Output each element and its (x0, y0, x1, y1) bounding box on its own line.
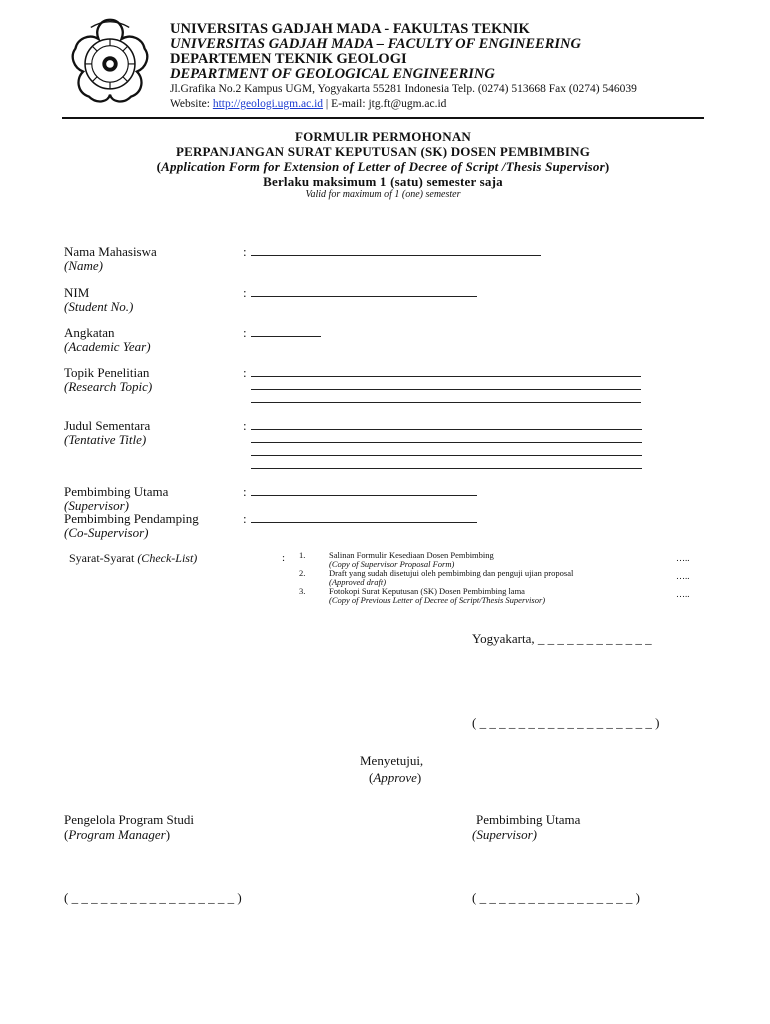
cosupervisor-label: Pembimbing Pendamping (Co-Supervisor) (64, 511, 199, 540)
nim-line[interactable] (251, 296, 477, 297)
title-line-2[interactable] (251, 442, 642, 443)
approve-label: Menyetujui, (360, 753, 424, 768)
supervisor-colon: : (243, 484, 247, 499)
applicant-signature[interactable]: ( _ _ _ _ _ _ _ _ _ _ _ _ _ _ _ _ _ _ ) (472, 715, 660, 730)
ugm-logo (62, 14, 158, 110)
title-line3: (Application Form for Extension of Letter of Decree of Script /Thesis Supervisor) (156, 159, 610, 174)
checklist-item-3: Fotokopi Surat Keputusan (SK) Dosen Pembimbing lama (Copy of Previous Letter of Decree of Script/Thesis Supervisor) (329, 586, 546, 605)
supervisor-signature[interactable]: ( _ _ _ _ _ _ _ _ _ _ _ _ _ _ _ _ ) (472, 890, 640, 905)
cosupervisor-line[interactable] (251, 522, 477, 523)
checklist-check-2[interactable]: ….. (676, 571, 690, 581)
nim-label: NIM (Student No.) (64, 285, 134, 314)
checklist-label: Syarat-Syarat (Check-List) (69, 551, 198, 565)
header-divider (62, 117, 704, 119)
angkatan-colon: : (243, 325, 247, 340)
title-line-3[interactable] (251, 455, 642, 456)
header-contact (170, 97, 637, 112)
checklist-num-2: 2. (299, 568, 306, 578)
checklist-check-1[interactable]: ….. (676, 553, 690, 563)
header-address: Jl.Grafika No.2 Kampus UGM, Yogyakarta 55281 Indonesia Telp. (0274) 513668 Fax (0274) 546039 (170, 83, 637, 95)
email-text: | E-mail: jtg.ft@ugm.ac.id (323, 98, 447, 110)
checklist-num-1: 1. (299, 550, 306, 560)
nim-colon: : (243, 285, 247, 300)
checklist-check-3[interactable]: ….. (676, 589, 690, 599)
topic-label: Topik Penelitian (Research Topic) (64, 365, 153, 394)
program-manager-en: (Program Manager) (64, 827, 171, 842)
checklist-colon: : (282, 552, 286, 564)
angkatan-line[interactable] (251, 336, 321, 337)
letterhead (170, 22, 637, 112)
supervisor-label: Pembimbing Utama (Supervisor) (64, 484, 169, 513)
website-link[interactable]: http://geologi.ugm.ac.id (212, 98, 324, 110)
header-line1: UNIVERSITAS GADJAH MADA - FAKULTAS TEKNIK (170, 21, 530, 37)
title-colon: : (243, 418, 247, 433)
topic-line-2[interactable] (251, 389, 641, 390)
title-line-4[interactable] (251, 468, 642, 469)
title-line2: PERPANJANGAN SURAT KEPUTUSAN (SK) DOSEN PEMBIMBING (175, 144, 591, 159)
title-line4: Berlaku maksimum 1 (satu) semester saja (263, 174, 503, 189)
header-line2: UNIVERSITAS GADJAH MADA – FACULTY OF ENGINEERING (170, 36, 581, 52)
checklist-num-3: 3. (299, 586, 306, 596)
checklist-item-1: Salinan Formulir Kesediaan Dosen Pembimbing (Copy of Supervisor Proposal Form) (329, 550, 494, 569)
title-line5: Valid for maximum of 1 (one) semester (305, 189, 461, 200)
topic-colon: : (243, 365, 247, 380)
cosupervisor-colon: : (243, 511, 247, 526)
name-label: Nama Mahasiswa (Name) (64, 244, 157, 273)
topic-line-1[interactable] (251, 376, 641, 377)
approve-en: (Approve) (369, 770, 422, 785)
supervisor-line[interactable] (251, 495, 477, 496)
topic-line-3[interactable] (251, 402, 641, 403)
form-title (62, 129, 704, 201)
checklist-item-2: Draft yang sudah disetujui oleh pembimbing dan penguji ujian proposal (Approved draft) (329, 568, 574, 587)
program-manager-signature[interactable]: ( _ _ _ _ _ _ _ _ _ _ _ _ _ _ _ _ _ ) (64, 890, 242, 905)
title-line1: FORMULIR PERMOHONAN (294, 129, 472, 144)
header-line4: DEPARTMENT OF GEOLOGICAL ENGINEERING (170, 66, 495, 82)
main-supervisor-en: (Supervisor) (472, 827, 537, 842)
angkatan-label: Angkatan (Academic Year) (64, 325, 151, 354)
place-date: Yogyakarta, _ _ _ _ _ _ _ _ _ _ _ _ (472, 631, 652, 646)
name-colon: : (243, 244, 247, 259)
title-line-1[interactable] (251, 429, 642, 430)
title-field-label: Judul Sementara (Tentative Title) (64, 418, 151, 447)
main-supervisor-label: Pembimbing Utama (476, 812, 581, 827)
website-label: Website: (170, 98, 213, 110)
name-line[interactable] (251, 255, 541, 256)
header-line3: DEPARTEMEN TEKNIK GEOLOGI (170, 51, 407, 67)
program-manager-label: Pengelola Program Studi (64, 812, 194, 827)
